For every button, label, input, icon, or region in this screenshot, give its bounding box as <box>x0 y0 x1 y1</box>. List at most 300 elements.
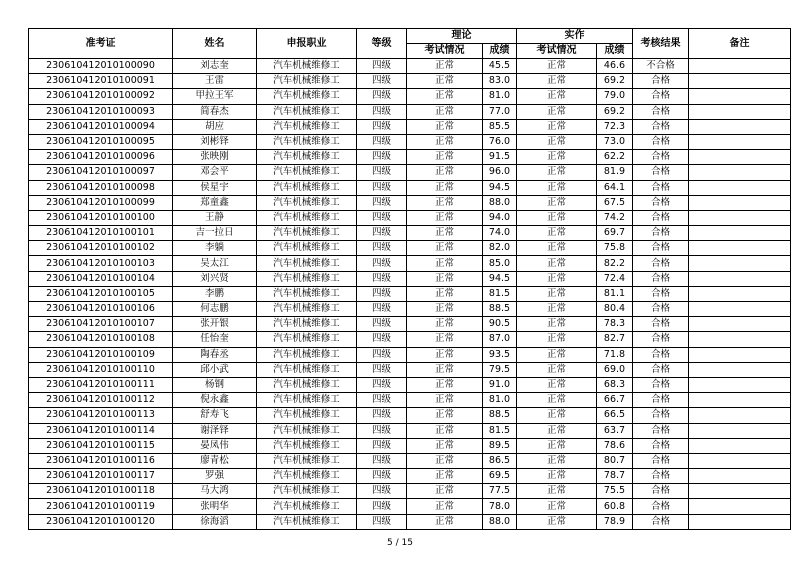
cell-practice-status: 正常 <box>517 165 597 180</box>
cell-practice-score: 46.6 <box>597 59 633 74</box>
cell-result: 合格 <box>633 210 689 225</box>
table-row <box>29 423 791 438</box>
cell-theory-status: 正常 <box>407 89 483 104</box>
cell-theory-score: 85.5 <box>483 119 517 134</box>
table-row <box>29 241 791 256</box>
cell-remark <box>689 195 791 210</box>
cell-exam-id: 230610412010100109 <box>29 347 173 362</box>
cell-practice-score: 81.1 <box>597 286 633 301</box>
cell-exam-id: 230610412010100098 <box>29 180 173 195</box>
cell-theory-status: 正常 <box>407 119 483 134</box>
cell-theory-score: 88.0 <box>483 514 517 529</box>
cell-exam-id: 230610412010100116 <box>29 453 173 468</box>
cell-practice-score: 73.0 <box>597 134 633 149</box>
cell-name: 徐海滔 <box>173 514 257 529</box>
cell-exam-id: 230610412010100110 <box>29 362 173 377</box>
cell-theory-status: 正常 <box>407 165 483 180</box>
table-row <box>29 286 791 301</box>
cell-name: 甲拉王军 <box>173 89 257 104</box>
cell-remark <box>689 165 791 180</box>
cell-result: 合格 <box>633 317 689 332</box>
cell-level: 四级 <box>357 499 407 514</box>
cell-occupation: 汽车机械维修工 <box>257 423 357 438</box>
cell-result: 合格 <box>633 393 689 408</box>
cell-name: 张明华 <box>173 499 257 514</box>
cell-result: 合格 <box>633 423 689 438</box>
cell-level: 四级 <box>357 165 407 180</box>
table-row <box>29 453 791 468</box>
cell-practice-status: 正常 <box>517 469 597 484</box>
cell-name: 王静 <box>173 210 257 225</box>
col-theory-status: 考试情况 <box>407 44 483 59</box>
col-theory-score: 成绩 <box>483 44 517 59</box>
cell-remark <box>689 256 791 271</box>
cell-remark <box>689 469 791 484</box>
cell-remark <box>689 271 791 286</box>
cell-remark <box>689 286 791 301</box>
cell-remark <box>689 453 791 468</box>
cell-theory-status: 正常 <box>407 438 483 453</box>
cell-practice-status: 正常 <box>517 134 597 149</box>
cell-theory-score: 77.5 <box>483 484 517 499</box>
cell-remark <box>689 362 791 377</box>
cell-theory-score: 88.5 <box>483 302 517 317</box>
cell-theory-status: 正常 <box>407 377 483 392</box>
table-row <box>29 134 791 149</box>
cell-practice-status: 正常 <box>517 286 597 301</box>
cell-theory-score: 88.0 <box>483 195 517 210</box>
cell-occupation: 汽车机械维修工 <box>257 271 357 286</box>
cell-result: 合格 <box>633 408 689 423</box>
cell-theory-status: 正常 <box>407 484 483 499</box>
cell-practice-status: 正常 <box>517 408 597 423</box>
cell-name: 谢泽铎 <box>173 423 257 438</box>
cell-theory-status: 正常 <box>407 453 483 468</box>
table-row <box>29 484 791 499</box>
cell-practice-score: 82.7 <box>597 332 633 347</box>
cell-level: 四级 <box>357 195 407 210</box>
table-row <box>29 89 791 104</box>
cell-exam-id: 230610412010100101 <box>29 226 173 241</box>
cell-name: 陶春丞 <box>173 347 257 362</box>
cell-result: 合格 <box>633 438 689 453</box>
cell-practice-status: 正常 <box>517 104 597 119</box>
table-row <box>29 317 791 332</box>
cell-theory-score: 88.5 <box>483 408 517 423</box>
cell-theory-status: 正常 <box>407 469 483 484</box>
cell-practice-status: 正常 <box>517 332 597 347</box>
cell-theory-status: 正常 <box>407 499 483 514</box>
cell-theory-status: 正常 <box>407 195 483 210</box>
cell-practice-status: 正常 <box>517 393 597 408</box>
cell-name: 任怡奎 <box>173 332 257 347</box>
cell-name: 倪永鑫 <box>173 393 257 408</box>
table-row <box>29 119 791 134</box>
cell-practice-status: 正常 <box>517 499 597 514</box>
cell-level: 四级 <box>357 286 407 301</box>
cell-practice-score: 72.4 <box>597 271 633 286</box>
cell-occupation: 汽车机械维修工 <box>257 484 357 499</box>
cell-remark <box>689 347 791 362</box>
cell-exam-id: 230610412010100102 <box>29 241 173 256</box>
cell-level: 四级 <box>357 271 407 286</box>
cell-practice-status: 正常 <box>517 119 597 134</box>
cell-theory-status: 正常 <box>407 302 483 317</box>
cell-result: 不合格 <box>633 59 689 74</box>
cell-theory-score: 82.0 <box>483 241 517 256</box>
cell-occupation: 汽车机械维修工 <box>257 286 357 301</box>
cell-exam-id: 230610412010100091 <box>29 74 173 89</box>
cell-theory-score: 94.0 <box>483 210 517 225</box>
cell-theory-status: 正常 <box>407 210 483 225</box>
cell-theory-score: 87.0 <box>483 332 517 347</box>
cell-practice-score: 69.7 <box>597 226 633 241</box>
cell-level: 四级 <box>357 332 407 347</box>
cell-exam-id: 230610412010100105 <box>29 286 173 301</box>
cell-result: 合格 <box>633 362 689 377</box>
cell-practice-score: 74.2 <box>597 210 633 225</box>
cell-level: 四级 <box>357 104 407 119</box>
cell-exam-id: 230610412010100120 <box>29 514 173 529</box>
cell-theory-status: 正常 <box>407 226 483 241</box>
cell-practice-score: 80.4 <box>597 302 633 317</box>
cell-level: 四级 <box>357 408 407 423</box>
cell-theory-score: 79.5 <box>483 362 517 377</box>
cell-occupation: 汽车机械维修工 <box>257 469 357 484</box>
cell-practice-score: 78.9 <box>597 514 633 529</box>
cell-theory-status: 正常 <box>407 134 483 149</box>
cell-theory-score: 94.5 <box>483 180 517 195</box>
cell-practice-status: 正常 <box>517 317 597 332</box>
cell-exam-id: 230610412010100113 <box>29 408 173 423</box>
cell-practice-score: 66.7 <box>597 393 633 408</box>
cell-level: 四级 <box>357 150 407 165</box>
cell-remark <box>689 241 791 256</box>
cell-result: 合格 <box>633 119 689 134</box>
cell-remark <box>689 210 791 225</box>
cell-theory-score: 91.5 <box>483 150 517 165</box>
cell-theory-status: 正常 <box>407 59 483 74</box>
cell-name: 李躺 <box>173 241 257 256</box>
col-practice-status: 考试情况 <box>517 44 597 59</box>
cell-name: 邱小武 <box>173 362 257 377</box>
cell-exam-id: 230610412010100114 <box>29 423 173 438</box>
cell-theory-score: 74.0 <box>483 226 517 241</box>
cell-occupation: 汽车机械维修工 <box>257 89 357 104</box>
cell-theory-score: 81.0 <box>483 393 517 408</box>
cell-level: 四级 <box>357 180 407 195</box>
cell-practice-score: 82.2 <box>597 256 633 271</box>
table-row <box>29 302 791 317</box>
cell-remark <box>689 377 791 392</box>
cell-remark <box>689 302 791 317</box>
cell-exam-id: 230610412010100112 <box>29 393 173 408</box>
table-row <box>29 347 791 362</box>
table-row <box>29 469 791 484</box>
cell-theory-status: 正常 <box>407 256 483 271</box>
cell-result: 合格 <box>633 453 689 468</box>
cell-practice-score: 71.8 <box>597 347 633 362</box>
cell-name: 马大鸿 <box>173 484 257 499</box>
cell-result: 合格 <box>633 150 689 165</box>
cell-name: 晏凤伟 <box>173 438 257 453</box>
cell-name: 舒寿飞 <box>173 408 257 423</box>
cell-practice-status: 正常 <box>517 484 597 499</box>
col-result: 考核结果 <box>633 29 689 59</box>
table-row <box>29 150 791 165</box>
cell-exam-id: 230610412010100090 <box>29 59 173 74</box>
cell-practice-status: 正常 <box>517 423 597 438</box>
cell-exam-id: 230610412010100104 <box>29 271 173 286</box>
cell-remark <box>689 514 791 529</box>
cell-occupation: 汽车机械维修工 <box>257 104 357 119</box>
cell-level: 四级 <box>357 119 407 134</box>
cell-exam-id: 230610412010100096 <box>29 150 173 165</box>
cell-theory-status: 正常 <box>407 408 483 423</box>
table-row <box>29 74 791 89</box>
col-exam-id: 准考证 <box>29 29 173 59</box>
cell-practice-score: 75.8 <box>597 241 633 256</box>
cell-theory-score: 94.5 <box>483 271 517 286</box>
cell-level: 四级 <box>357 89 407 104</box>
table-row <box>29 393 791 408</box>
cell-practice-status: 正常 <box>517 256 597 271</box>
table-row <box>29 377 791 392</box>
cell-level: 四级 <box>357 256 407 271</box>
cell-level: 四级 <box>357 423 407 438</box>
cell-occupation: 汽车机械维修工 <box>257 393 357 408</box>
cell-name: 张映刚 <box>173 150 257 165</box>
cell-result: 合格 <box>633 134 689 149</box>
cell-name: 张开银 <box>173 317 257 332</box>
cell-theory-status: 正常 <box>407 514 483 529</box>
cell-practice-score: 78.3 <box>597 317 633 332</box>
cell-theory-status: 正常 <box>407 271 483 286</box>
cell-remark <box>689 89 791 104</box>
cell-level: 四级 <box>357 347 407 362</box>
cell-exam-id: 230610412010100117 <box>29 469 173 484</box>
cell-practice-score: 72.3 <box>597 119 633 134</box>
cell-exam-id: 230610412010100107 <box>29 317 173 332</box>
cell-practice-status: 正常 <box>517 241 597 256</box>
cell-practice-score: 63.7 <box>597 423 633 438</box>
cell-name: 简春杰 <box>173 104 257 119</box>
cell-practice-status: 正常 <box>517 226 597 241</box>
cell-occupation: 汽车机械维修工 <box>257 195 357 210</box>
cell-name: 胡应 <box>173 119 257 134</box>
col-level: 等级 <box>357 29 407 59</box>
cell-name: 杨钢 <box>173 377 257 392</box>
cell-theory-score: 81.5 <box>483 423 517 438</box>
cell-occupation: 汽车机械维修工 <box>257 332 357 347</box>
cell-name: 刘兴贤 <box>173 271 257 286</box>
cell-occupation: 汽车机械维修工 <box>257 119 357 134</box>
cell-level: 四级 <box>357 469 407 484</box>
cell-occupation: 汽车机械维修工 <box>257 499 357 514</box>
cell-level: 四级 <box>357 438 407 453</box>
cell-exam-id: 230610412010100108 <box>29 332 173 347</box>
cell-theory-score: 76.0 <box>483 134 517 149</box>
cell-theory-score: 90.5 <box>483 317 517 332</box>
cell-practice-score: 69.2 <box>597 74 633 89</box>
cell-theory-score: 93.5 <box>483 347 517 362</box>
cell-result: 合格 <box>633 469 689 484</box>
cell-exam-id: 230610412010100119 <box>29 499 173 514</box>
cell-name: 吴太江 <box>173 256 257 271</box>
cell-exam-id: 230610412010100093 <box>29 104 173 119</box>
cell-practice-score: 64.1 <box>597 180 633 195</box>
cell-remark <box>689 119 791 134</box>
table-row <box>29 165 791 180</box>
cell-name: 何志鹏 <box>173 302 257 317</box>
cell-result: 合格 <box>633 499 689 514</box>
cell-theory-status: 正常 <box>407 104 483 119</box>
cell-level: 四级 <box>357 302 407 317</box>
cell-theory-score: 81.5 <box>483 286 517 301</box>
cell-occupation: 汽车机械维修工 <box>257 347 357 362</box>
cell-practice-score: 69.2 <box>597 104 633 119</box>
cell-theory-score: 96.0 <box>483 165 517 180</box>
table-row <box>29 362 791 377</box>
cell-theory-score: 78.0 <box>483 499 517 514</box>
cell-practice-status: 正常 <box>517 150 597 165</box>
cell-name: 郑童鑫 <box>173 195 257 210</box>
cell-level: 四级 <box>357 453 407 468</box>
col-remark: 备注 <box>689 29 791 59</box>
col-theory: 理论 <box>407 29 517 44</box>
cell-exam-id: 230610412010100100 <box>29 210 173 225</box>
cell-theory-score: 85.0 <box>483 256 517 271</box>
cell-practice-score: 66.5 <box>597 408 633 423</box>
cell-practice-status: 正常 <box>517 377 597 392</box>
cell-theory-score: 77.0 <box>483 104 517 119</box>
col-name: 姓名 <box>173 29 257 59</box>
cell-practice-status: 正常 <box>517 302 597 317</box>
cell-practice-status: 正常 <box>517 89 597 104</box>
cell-remark <box>689 226 791 241</box>
cell-practice-status: 正常 <box>517 180 597 195</box>
cell-name: 李鹏 <box>173 286 257 301</box>
table-row <box>29 256 791 271</box>
table-row <box>29 210 791 225</box>
cell-result: 合格 <box>633 484 689 499</box>
cell-level: 四级 <box>357 362 407 377</box>
cell-exam-id: 230610412010100095 <box>29 134 173 149</box>
page-number: 5 / 15 <box>387 538 413 548</box>
cell-exam-id: 230610412010100111 <box>29 377 173 392</box>
cell-practice-status: 正常 <box>517 271 597 286</box>
cell-name: 廖青松 <box>173 453 257 468</box>
cell-practice-score: 78.7 <box>597 469 633 484</box>
cell-occupation: 汽车机械维修工 <box>257 150 357 165</box>
cell-occupation: 汽车机械维修工 <box>257 210 357 225</box>
cell-result: 合格 <box>633 514 689 529</box>
cell-level: 四级 <box>357 226 407 241</box>
cell-remark <box>689 484 791 499</box>
cell-practice-status: 正常 <box>517 74 597 89</box>
table-row <box>29 271 791 286</box>
cell-name: 侯星宇 <box>173 180 257 195</box>
table-row <box>29 438 791 453</box>
cell-exam-id: 230610412010100106 <box>29 302 173 317</box>
cell-remark <box>689 423 791 438</box>
cell-theory-score: 86.5 <box>483 453 517 468</box>
col-practice-score: 成绩 <box>597 44 633 59</box>
cell-remark <box>689 134 791 149</box>
cell-theory-score: 91.0 <box>483 377 517 392</box>
cell-result: 合格 <box>633 74 689 89</box>
cell-exam-id: 230610412010100118 <box>29 484 173 499</box>
table-row <box>29 514 791 529</box>
cell-occupation: 汽车机械维修工 <box>257 180 357 195</box>
cell-practice-status: 正常 <box>517 438 597 453</box>
cell-remark <box>689 438 791 453</box>
cell-name: 王雷 <box>173 74 257 89</box>
table-row <box>29 408 791 423</box>
cell-level: 四级 <box>357 393 407 408</box>
cell-occupation: 汽车机械维修工 <box>257 377 357 392</box>
table-row <box>29 104 791 119</box>
cell-result: 合格 <box>633 302 689 317</box>
cell-occupation: 汽车机械维修工 <box>257 514 357 529</box>
cell-occupation: 汽车机械维修工 <box>257 453 357 468</box>
cell-practice-score: 60.8 <box>597 499 633 514</box>
cell-theory-score: 83.0 <box>483 74 517 89</box>
cell-remark <box>689 332 791 347</box>
cell-level: 四级 <box>357 317 407 332</box>
cell-practice-score: 62.2 <box>597 150 633 165</box>
cell-result: 合格 <box>633 256 689 271</box>
cell-occupation: 汽车机械维修工 <box>257 256 357 271</box>
cell-exam-id: 230610412010100103 <box>29 256 173 271</box>
table-row <box>29 195 791 210</box>
cell-remark <box>689 393 791 408</box>
cell-theory-status: 正常 <box>407 150 483 165</box>
cell-practice-score: 69.0 <box>597 362 633 377</box>
cell-exam-id: 230610412010100092 <box>29 89 173 104</box>
cell-result: 合格 <box>633 286 689 301</box>
cell-result: 合格 <box>633 165 689 180</box>
cell-level: 四级 <box>357 484 407 499</box>
cell-remark <box>689 408 791 423</box>
cell-practice-score: 78.6 <box>597 438 633 453</box>
cell-result: 合格 <box>633 377 689 392</box>
cell-theory-status: 正常 <box>407 286 483 301</box>
cell-result: 合格 <box>633 332 689 347</box>
cell-practice-score: 81.9 <box>597 165 633 180</box>
cell-result: 合格 <box>633 241 689 256</box>
cell-practice-status: 正常 <box>517 514 597 529</box>
cell-theory-status: 正常 <box>407 347 483 362</box>
cell-result: 合格 <box>633 226 689 241</box>
table-row <box>29 59 791 74</box>
cell-occupation: 汽车机械维修工 <box>257 438 357 453</box>
cell-practice-status: 正常 <box>517 59 597 74</box>
cell-theory-status: 正常 <box>407 362 483 377</box>
cell-level: 四级 <box>357 241 407 256</box>
cell-remark <box>689 59 791 74</box>
cell-exam-id: 230610412010100099 <box>29 195 173 210</box>
cell-name: 邓会平 <box>173 165 257 180</box>
cell-theory-status: 正常 <box>407 317 483 332</box>
cell-theory-score: 89.5 <box>483 438 517 453</box>
cell-theory-status: 正常 <box>407 241 483 256</box>
cell-occupation: 汽车机械维修工 <box>257 408 357 423</box>
cell-occupation: 汽车机械维修工 <box>257 226 357 241</box>
cell-name: 刘志奎 <box>173 59 257 74</box>
cell-level: 四级 <box>357 514 407 529</box>
cell-theory-status: 正常 <box>407 393 483 408</box>
